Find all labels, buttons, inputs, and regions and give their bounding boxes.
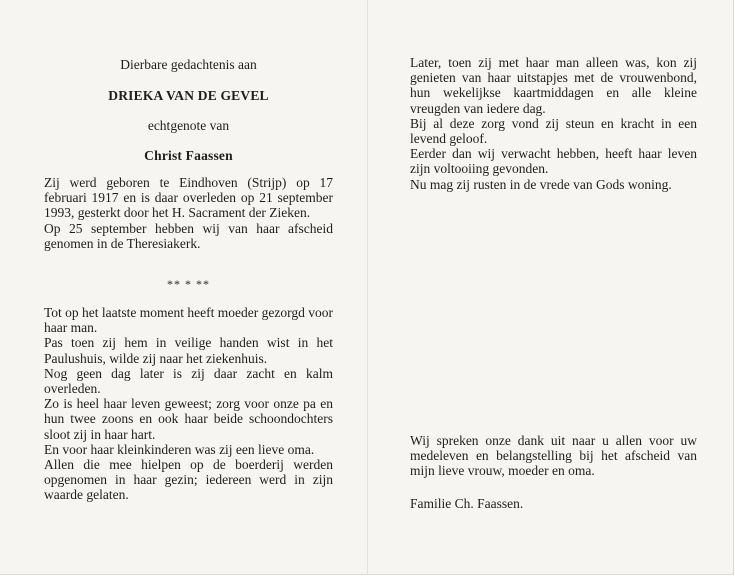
spouse-name: Christ Faassen	[144, 148, 233, 163]
tribute-paragraph: Zo is heel haar leven geweest; zorg voor onze pa en hun twee zoons en ook haar beide schoondochters sloot zij in haar hart.	[44, 396, 333, 442]
tribute-paragraph: Nog geen dag later is zij daar zacht en kalm overleden.	[44, 365, 333, 397]
thanks-text	[410, 433, 697, 479]
tribute-paragraph: En voor haar kleinkinderen was zij een lieve oma.	[44, 441, 315, 457]
tribute-paragraph: Allen die mee hielpen op de boerderij werden opgenomen in haar gezin; iedereen werd in zijn waarde gelaten.	[44, 457, 333, 503]
card-header: Dierbare gedachtenis aan	[120, 57, 257, 72]
family-signature: Familie Ch. Faassen.	[410, 496, 524, 511]
spouse-intro: echtgenote van	[147, 118, 230, 133]
separator-stars: ** * **	[167, 277, 210, 291]
deceased-name: DRIEKA VAN DE GEVEL	[108, 88, 269, 103]
memories-paragraph: Bij al deze zorg vond zij steun en kracht in een levend geloof.	[410, 115, 697, 147]
bio-paragraph: Zij werd geboren te Eindhoven (Strijp) op 17 februari 1917 en is daar overleden op 21 september 1993, gesterkt door het H. Sacrament der Zieken.	[44, 175, 333, 221]
memories-text	[410, 55, 697, 192]
tribute-paragraph: Pas toen zij hem in veilige handen wist in het Paulushuis, wilde zij naar het ziekenhuis.	[44, 335, 333, 366]
tribute-paragraph: Tot op het laatste moment heeft moeder gezorgd voor haar man.	[44, 305, 333, 336]
memories-paragraph: Eerder dan wij verwacht hebben, heeft haar leven zijn voltooiing gevonden.	[410, 146, 697, 177]
bio-paragraph: Op 25 september hebben wij van haar afscheid genomen in de Theresiakerk.	[44, 220, 333, 251]
fold-line	[367, 0, 368, 574]
bio-text	[44, 175, 333, 251]
memories-paragraph: Later, toen zij met haar man alleen was, kon zij genieten van haar uitstapjes met de vrouwenbond, hun wekelijkse kaartmiddagen en alle kleine vreugden van iedere dag.	[410, 55, 697, 116]
tribute-text	[44, 305, 333, 503]
memories-paragraph: Nu mag zij rusten in de vrede van Gods woning.	[410, 176, 672, 192]
thanks-paragraph: Wij spreken onze dank uit naar u allen voor uw medeleven en belangstelling bij het afscheid van mijn lieve vrouw, moeder en oma.	[410, 433, 697, 479]
